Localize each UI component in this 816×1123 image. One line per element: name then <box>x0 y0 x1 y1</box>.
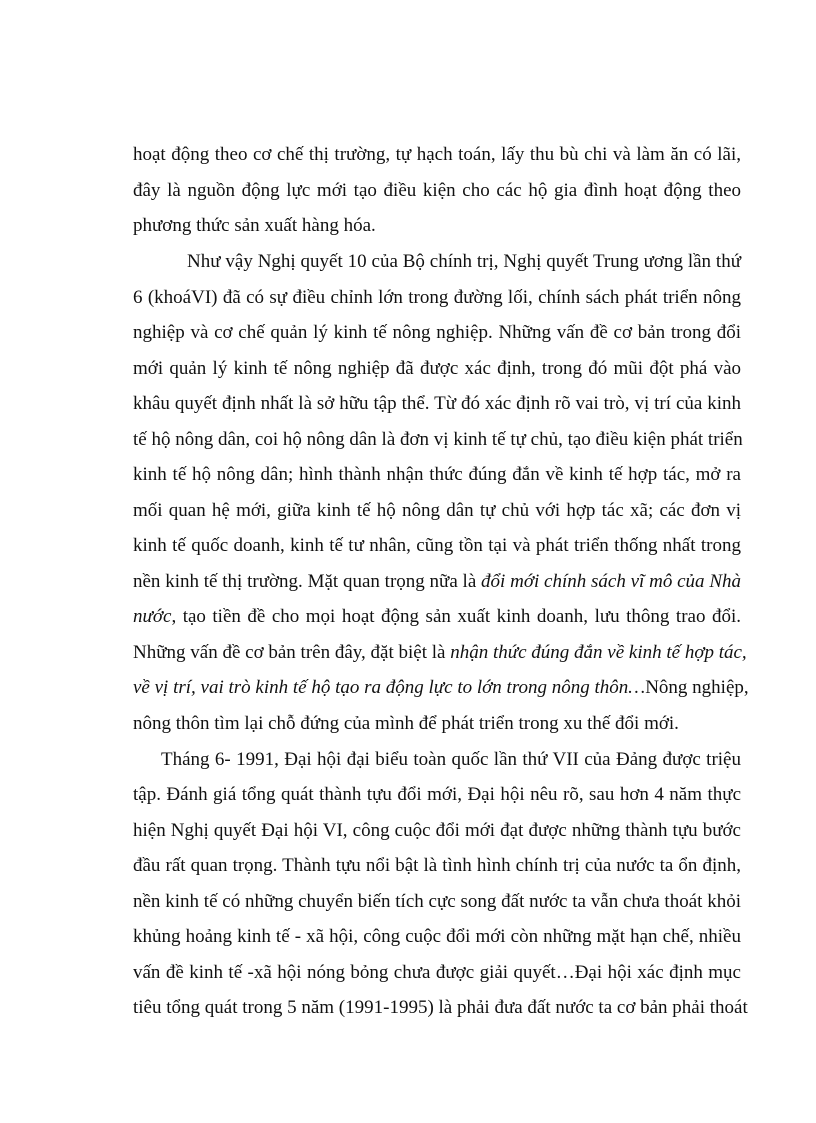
paragraph-3-line-1: Tháng 6- 1991, Đại hội đại biểu toàn quốc lần thứ VII của Đảng được triệu <box>161 749 741 770</box>
paragraph-3-line-8: tiêu tổng quát trong 5 năm (1991-1995) là phải đưa đất nước ta cơ bản phải thoát <box>133 997 748 1018</box>
paragraph-3-line-5: nền kinh tế có những chuyển biến tích cực song đất nước ta vẫn chưa thoát khỏi <box>133 891 741 912</box>
paragraph-2-line-6: tế hộ nông dân, coi hộ nông dân là đơn vị kinh tế tự chủ, tạo điều kiện phát triển <box>133 429 743 450</box>
plain-text: , tạo tiền đề cho mọi hoạt động sản xuất kinh doanh, lưu thông trao đổi. <box>171 606 741 627</box>
plain-text: Những vấn đề cơ bản trên đây, đặt biệt là <box>133 642 451 663</box>
paragraph-2-line-9: kinh tế quốc doanh, kinh tế tư nhân, cũng tồn tại và phát triển thống nhất trong <box>133 535 741 556</box>
paragraph-2-line-1: Như vậy Nghị quyết 10 của Bộ chính trị, Nghị quyết Trung ương lần thứ <box>187 251 741 272</box>
paragraph-3-line-3: hiện Nghị quyết Đại hội VI, công cuộc đổi mới đạt được những thành tựu bước <box>133 820 741 841</box>
paragraph-2-line-11 <box>133 605 741 629</box>
paragraph-2-line-2: 6 (khoáVI) đã có sự điều chỉnh lớn trong đường lối, chính sách phát triển nông <box>133 287 741 308</box>
paragraph-2-line-7: kinh tế hộ nông dân; hình thành nhận thức đúng đắn về kinh tế hợp tác, mở ra <box>133 464 741 485</box>
paragraph-2-line-13 <box>133 676 749 700</box>
plain-text: Nông nghiệp, <box>645 677 749 698</box>
paragraph-1-line-2: đây là nguồn động lực mới tạo điều kiện cho các hộ gia đình hoạt động theo <box>133 180 741 201</box>
paragraph-2-line-8: mối quan hệ mới, giữa kinh tế hộ nông dân tự chủ với hợp tác xã; các đơn vị <box>133 500 741 521</box>
paragraph-2-line-14: nông thôn tìm lại chỗ đứng của mình để phát triển trong xu thế đổi mới. <box>133 713 679 734</box>
plain-text: nền kinh tế thị trường. Mặt quan trọng nữa là <box>133 571 482 592</box>
italic-text: nhận thức đúng đắn về kinh tế hợp tác, <box>450 642 747 663</box>
paragraph-2-line-4: mới quản lý kinh tế nông nghiệp đã được xác định, trong đó mũi đột phá vào <box>133 358 741 379</box>
paragraph-3-line-2: tập. Đánh giá tổng quát thành tựu đổi mới, Đại hội nêu rõ, sau hơn 4 năm thực <box>133 784 741 805</box>
paragraph-3-line-4: đầu rất quan trọng. Thành tựu nổi bật là tình hình chính trị của nước ta ổn định, <box>133 855 741 876</box>
paragraph-3-line-7: vấn đề kinh tế -xã hội nóng bỏng chưa được giải quyết…Đại hội xác định mục <box>133 962 741 983</box>
italic-text: nước <box>133 606 172 627</box>
paragraph-3-line-6: khủng hoảng kinh tế - xã hội, công cuộc đổi mới còn những mặt hạn chế, nhiều <box>133 926 741 947</box>
paragraph-1-line-1: hoạt động theo cơ chế thị trường, tự hạch toán, lấy thu bù chi và làm ăn có lãi, <box>133 144 741 165</box>
paragraph-2-line-3: nghiệp và cơ chế quản lý kinh tế nông nghiệp. Những vấn đề cơ bản trong đổi <box>133 322 741 343</box>
paragraph-1-line-3: phương thức sản xuất hàng hóa. <box>133 215 376 236</box>
paragraph-2-line-5: khâu quyết định nhất là sở hữu tập thể. Từ đó xác định rõ vai trò, vị trí của kinh <box>133 393 741 414</box>
paragraph-2-line-10 <box>133 570 741 594</box>
italic-text: đổi mới chính sách vĩ mô của Nhà <box>481 571 741 592</box>
paragraph-2-line-12 <box>133 641 747 665</box>
italic-text: về vị trí, vai trò kinh tế hộ tạo ra động lực to lớn trong nông thôn… <box>133 677 646 698</box>
